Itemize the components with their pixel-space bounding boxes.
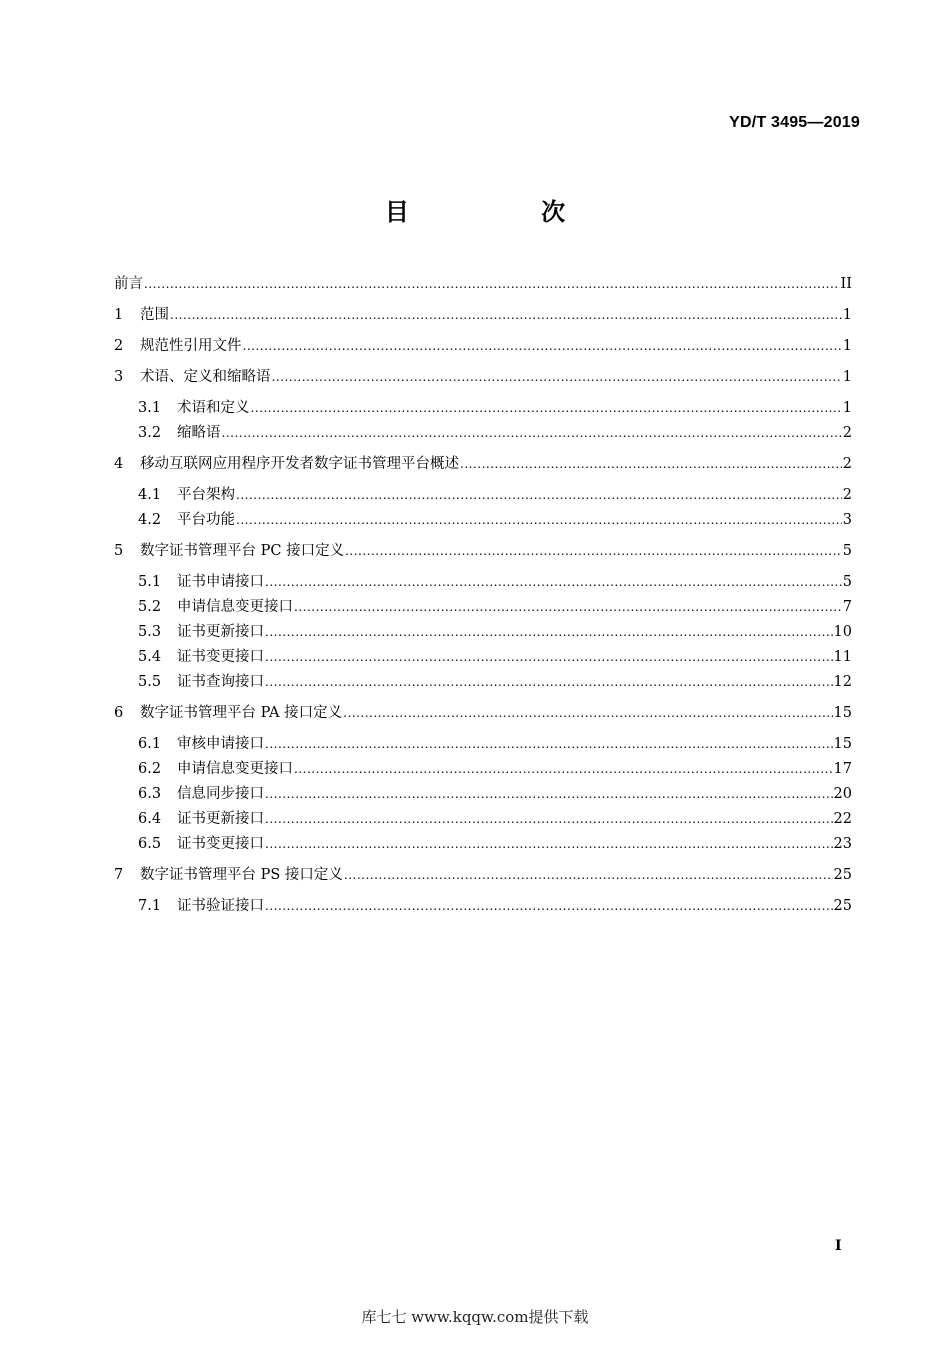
toc-entry-text: 证书验证接口 — [177, 898, 264, 914]
toc-entry-text: 前言 — [114, 276, 143, 292]
toc-entry-page: 1 — [842, 400, 852, 416]
leader-dots — [222, 422, 842, 444]
toc-entry-page: 15 — [833, 705, 852, 721]
toc-entry-page: 2 — [842, 456, 852, 472]
toc-entry-page: 5 — [842, 543, 852, 559]
leader-dots — [344, 864, 833, 886]
leader-dots — [265, 783, 833, 805]
toc-entry-number: 6.3 — [138, 786, 162, 802]
toc-entry-page: 2 — [842, 425, 852, 441]
toc-entry-page: 1 — [842, 307, 852, 323]
toc-entry-page: 12 — [833, 674, 852, 690]
toc-entry-5-3[interactable] — [138, 621, 852, 643]
toc-entry-text: 数字证书管理平台 PC 接口定义 — [140, 543, 345, 559]
toc-entry-4-2[interactable] — [138, 509, 852, 531]
leader-dots — [236, 509, 842, 531]
toc-entry-number: 2 — [114, 338, 124, 354]
toc-entry-7[interactable] — [114, 864, 852, 886]
toc-entry-text: 数字证书管理平台 PA 接口定义 — [140, 705, 343, 721]
toc-entry-1[interactable] — [114, 304, 852, 326]
leader-dots — [265, 571, 842, 593]
toc-entry-number: 6 — [114, 705, 124, 721]
leader-dots — [265, 808, 833, 830]
page-title: 目 次 — [384, 198, 628, 226]
leader-dots — [144, 273, 840, 295]
leader-dots — [345, 540, 842, 562]
toc-entry-page: 23 — [833, 836, 852, 852]
toc-entry-6-3[interactable] — [138, 783, 852, 805]
toc-entry-text: 申请信息变更接口 — [177, 599, 293, 615]
toc-entry-text: 平台功能 — [177, 512, 235, 528]
leader-dots — [272, 366, 842, 388]
leader-dots — [265, 621, 833, 643]
toc-entry-page: 10 — [833, 624, 852, 640]
toc-entry-text: 术语和定义 — [177, 400, 250, 416]
leader-dots — [265, 733, 833, 755]
leader-dots — [265, 671, 833, 693]
toc-entry-7-1[interactable] — [138, 895, 852, 917]
toc-entry-page: 5 — [842, 574, 852, 590]
toc-entry-text: 证书更新接口 — [177, 811, 264, 827]
toc-entry-5-2[interactable] — [138, 596, 852, 618]
toc-entry-text: 申请信息变更接口 — [177, 761, 293, 777]
toc-entry-6-4[interactable] — [138, 808, 852, 830]
toc-entry-page: 1 — [842, 369, 852, 385]
toc-entry-text: 证书变更接口 — [177, 649, 264, 665]
toc-entry-page: 25 — [833, 867, 852, 883]
toc-entry-number: 3 — [114, 369, 124, 385]
leader-dots — [251, 397, 842, 419]
toc-entry-page: 20 — [833, 786, 852, 802]
download-watermark: 库七七 www.kqqw.com提供下载 — [361, 1308, 589, 1326]
toc-entry-number: 4 — [114, 456, 124, 472]
toc-entry-foreword[interactable] — [114, 273, 852, 295]
toc-entry-text: 平台架构 — [177, 487, 235, 503]
toc-entry-number: 5.4 — [138, 649, 162, 665]
toc-entry-5-1[interactable] — [138, 571, 852, 593]
toc-entry-number: 6.5 — [138, 836, 162, 852]
toc-entry-number: 7.1 — [138, 898, 162, 914]
leader-dots — [265, 895, 833, 917]
leader-dots — [294, 758, 833, 780]
toc-entry-page: 3 — [842, 512, 852, 528]
toc-entry-text: 缩略语 — [177, 425, 221, 441]
page-number: I — [835, 1238, 842, 1254]
toc-entry-number: 6.2 — [138, 761, 162, 777]
toc-entry-text: 规范性引用文件 — [140, 338, 242, 354]
toc-entry-number: 5.3 — [138, 624, 162, 640]
toc-entry-text: 信息同步接口 — [177, 786, 264, 802]
toc-entry-number: 3.2 — [138, 425, 162, 441]
toc-entry-4-1[interactable] — [138, 484, 852, 506]
toc-entry-5[interactable] — [114, 540, 852, 562]
toc-entry-number: 6.4 — [138, 811, 162, 827]
toc-entry-5-4[interactable] — [138, 646, 852, 668]
toc-entry-page: 1 — [842, 338, 852, 354]
toc-entry-number: 6.1 — [138, 736, 162, 752]
toc-entry-number: 4.1 — [138, 487, 162, 503]
toc-entry-text: 审核申请接口 — [177, 736, 264, 752]
toc-entry-number: 7 — [114, 867, 124, 883]
toc-entry-3-1[interactable] — [138, 397, 852, 419]
toc-entry-3[interactable] — [114, 366, 852, 388]
toc-entry-page: 17 — [833, 761, 852, 777]
toc-entry-2[interactable] — [114, 335, 852, 357]
toc-entry-text: 证书申请接口 — [177, 574, 264, 590]
leader-dots — [265, 646, 833, 668]
toc-entry-text: 证书变更接口 — [177, 836, 264, 852]
leader-dots — [243, 335, 842, 357]
document-code: YD/T 3495—2019 — [729, 114, 860, 131]
toc-entry-5-5[interactable] — [138, 671, 852, 693]
toc-entry-page: 11 — [833, 649, 852, 665]
toc-entry-number: 5.2 — [138, 599, 162, 615]
toc-entry-number: 1 — [114, 307, 124, 323]
toc-entry-6[interactable] — [114, 702, 852, 724]
toc-entry-text: 移动互联网应用程序开发者数字证书管理平台概述 — [140, 456, 459, 472]
toc-entry-number: 5.1 — [138, 574, 162, 590]
toc-entry-text: 范围 — [140, 307, 169, 323]
toc-entry-number: 5 — [114, 543, 124, 559]
toc-entry-page: 2 — [842, 487, 852, 503]
toc-entry-6-5[interactable] — [138, 833, 852, 855]
leader-dots — [343, 702, 832, 724]
toc-entry-number: 5.5 — [138, 674, 162, 690]
leader-dots — [265, 833, 833, 855]
toc-entry-text: 证书更新接口 — [177, 624, 264, 640]
toc-entry-text: 数字证书管理平台 PS 接口定义 — [140, 867, 343, 883]
toc-entry-6-2[interactable] — [138, 758, 852, 780]
toc-entry-page: 15 — [833, 736, 852, 752]
leader-dots — [236, 484, 842, 506]
toc-entry-6-1[interactable] — [138, 733, 852, 755]
toc-entry-page: 25 — [833, 898, 852, 914]
toc-entry-4[interactable] — [114, 453, 852, 475]
leader-dots — [294, 596, 842, 618]
toc-entry-page: II — [840, 276, 852, 292]
toc-entry-page: 22 — [833, 811, 852, 827]
toc-entry-text: 术语、定义和缩略语 — [140, 369, 271, 385]
leader-dots — [460, 453, 842, 475]
leader-dots — [170, 304, 842, 326]
toc-entry-number: 4.2 — [138, 512, 162, 528]
toc-entry-number: 3.1 — [138, 400, 162, 416]
toc-entry-3-2[interactable] — [138, 422, 852, 444]
toc-entry-page: 7 — [842, 599, 852, 615]
toc-entry-text: 证书查询接口 — [177, 674, 264, 690]
